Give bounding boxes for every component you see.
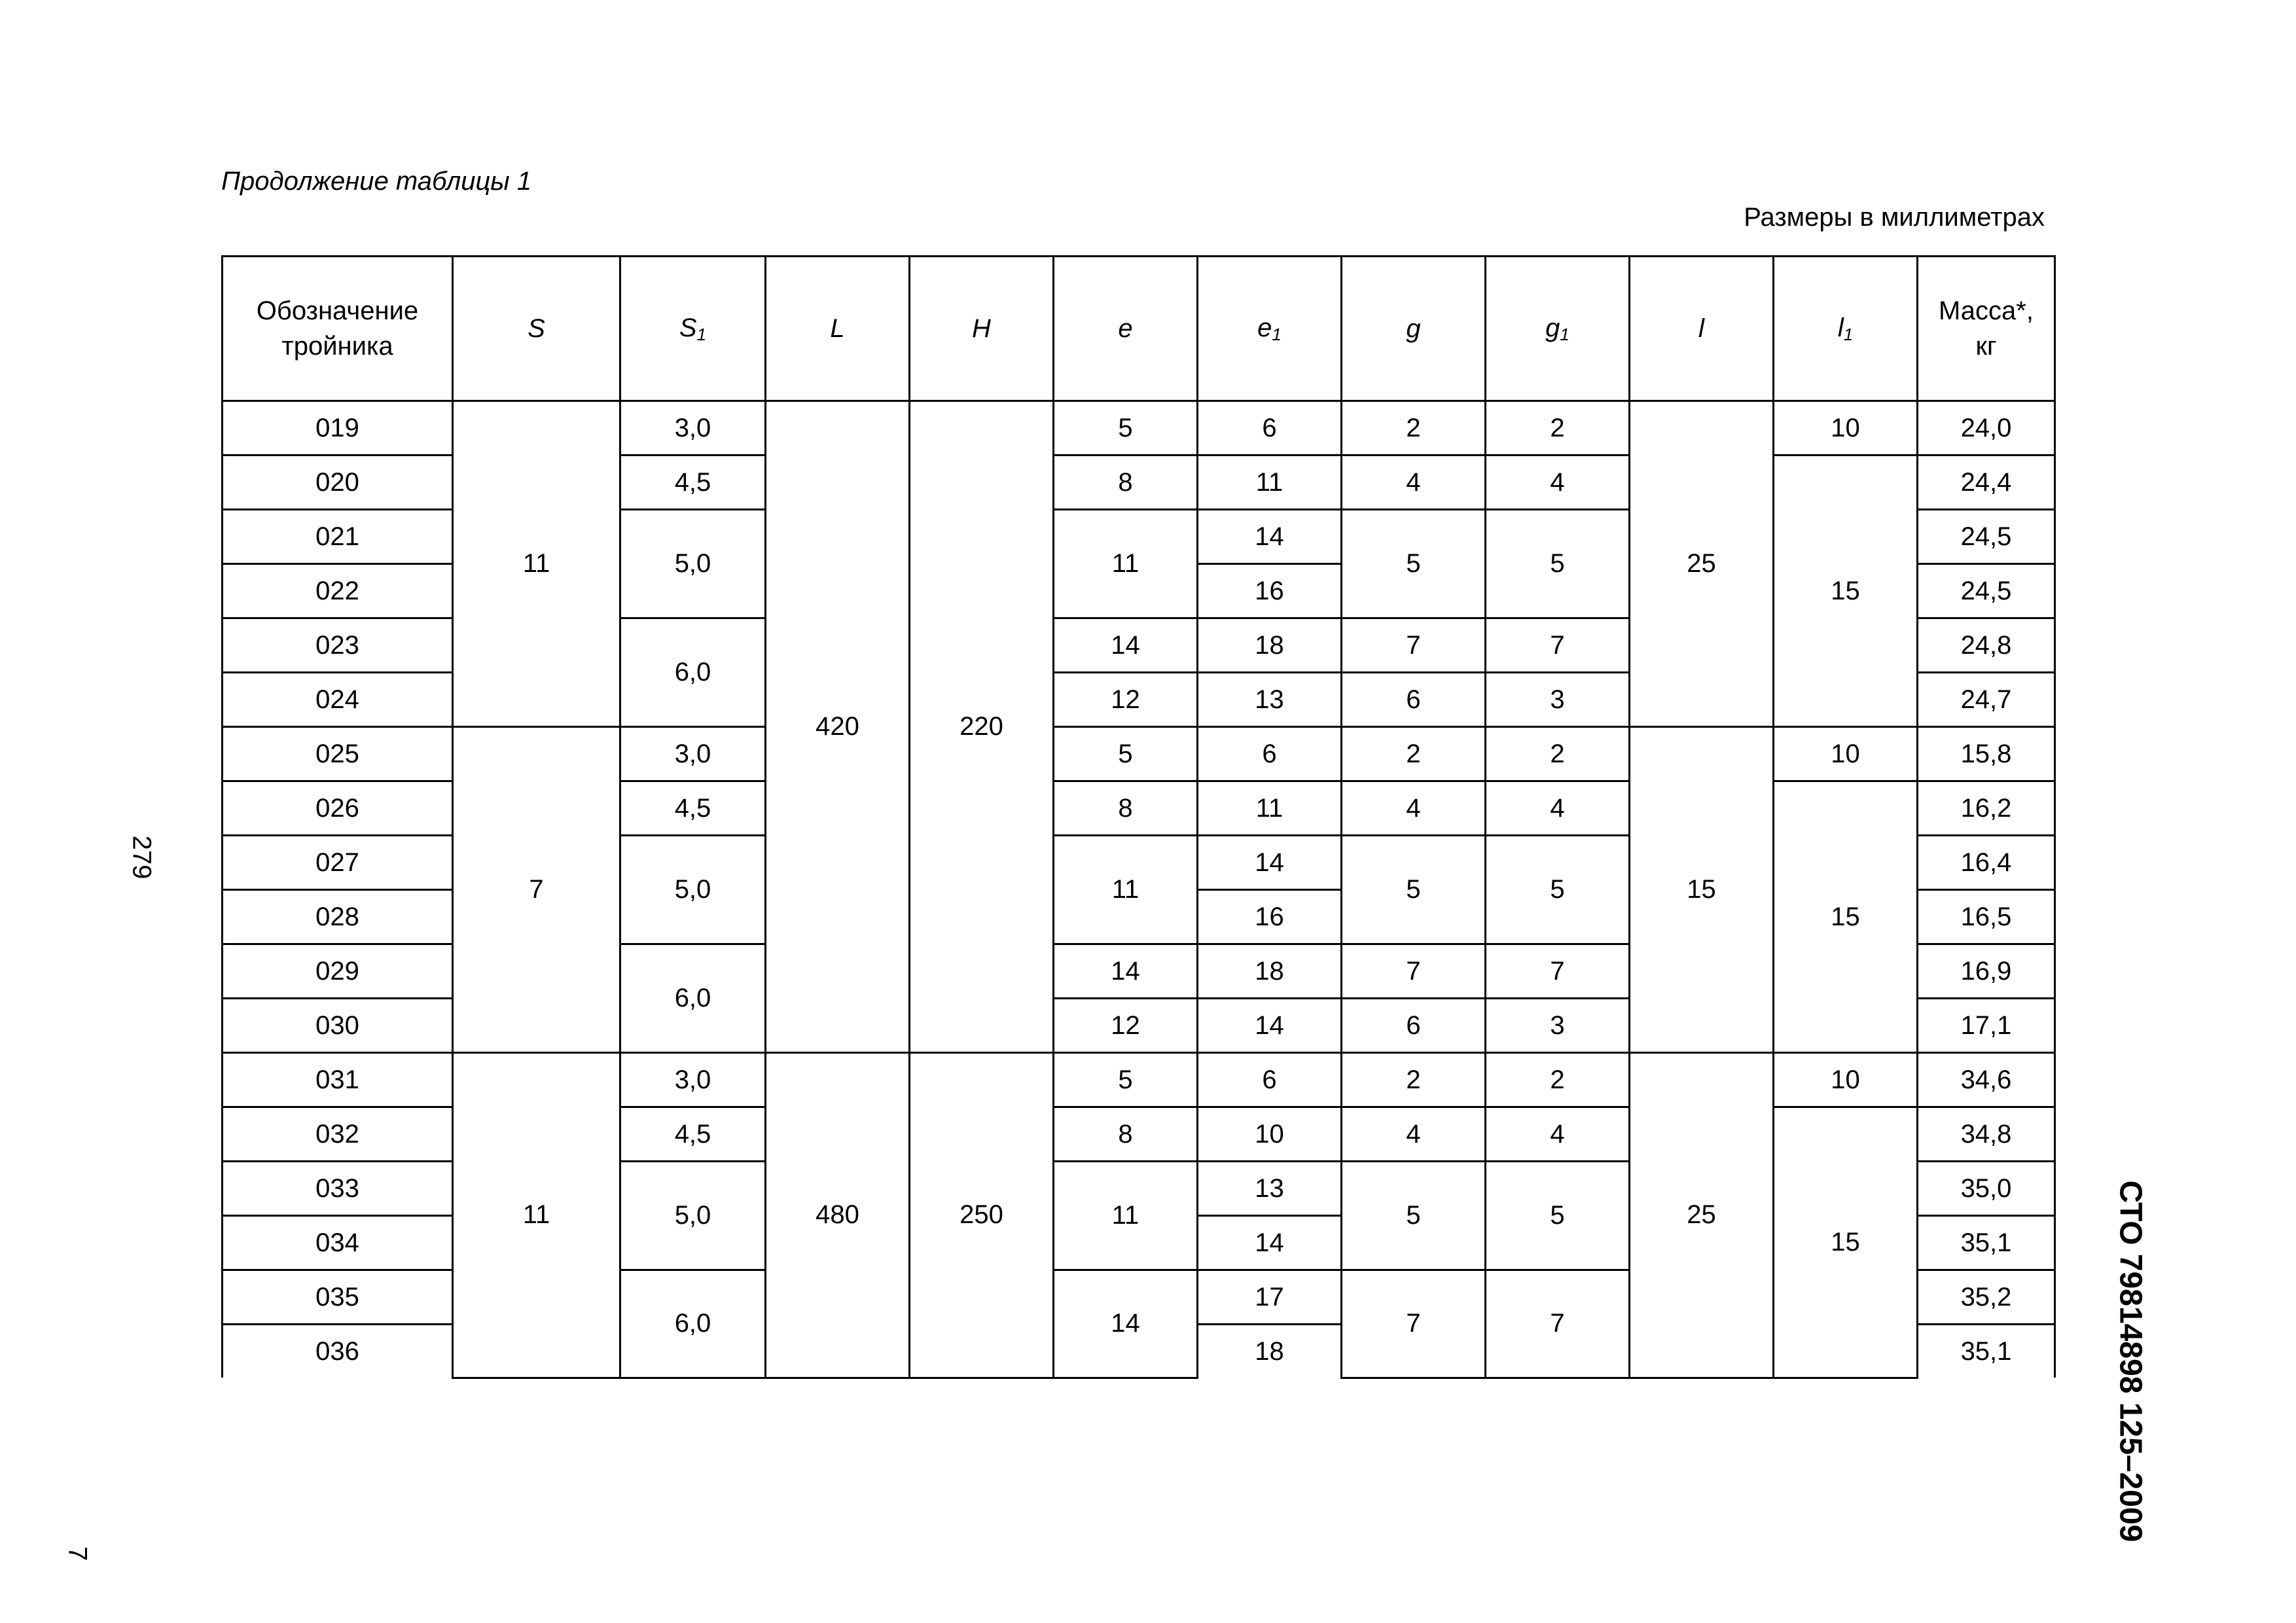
cell-mass: 24,0 [1918, 401, 2055, 455]
cell-designation: 020 [223, 455, 453, 510]
cell-g1: 5 [1486, 510, 1630, 618]
cell-e1: 6 [1198, 401, 1342, 455]
cell-s1: 4,5 [620, 781, 766, 836]
cell-mass: 24,5 [1918, 564, 2055, 618]
cell-s1: 5,0 [620, 510, 766, 618]
cell-designation: 029 [223, 944, 453, 999]
cell-g: 7 [1342, 618, 1486, 673]
cell-l1: 15 [1774, 1107, 1918, 1378]
cell-l1: 15 [1774, 455, 1918, 727]
cell-g1: 2 [1486, 401, 1630, 455]
cell-s1: 4,5 [620, 455, 766, 510]
cell-s: 7 [453, 727, 620, 1053]
table-row [223, 727, 2055, 781]
cell-h: 250 [910, 1053, 1054, 1378]
cell-mass: 24,7 [1918, 673, 2055, 727]
cell-g1: 3 [1486, 673, 1630, 727]
cell-e1: 11 [1198, 455, 1342, 510]
cell-e1: 6 [1198, 727, 1342, 781]
cell-e1: 14 [1198, 510, 1342, 564]
cell-l: 15 [1630, 727, 1774, 1053]
side-page-number: 279 [127, 835, 156, 880]
cell-g1: 7 [1486, 618, 1630, 673]
cell-g: 5 [1342, 836, 1486, 944]
cell-e1: 14 [1198, 836, 1342, 890]
header-l1: $l_1$ [1774, 257, 1918, 401]
cell-designation: 031 [223, 1053, 453, 1107]
cell-g1: 2 [1486, 727, 1630, 781]
cell-mass: 35,1 [1918, 1216, 2055, 1270]
cell-mass: 35,2 [1918, 1270, 2055, 1325]
table-row [223, 1053, 2055, 1107]
cell-designation: 030 [223, 999, 453, 1053]
cell-l: 25 [1630, 401, 1774, 727]
header-g1: $g_1$ [1486, 257, 1630, 401]
cell-s1: 6,0 [620, 1270, 766, 1378]
cell-mass: 17,1 [1918, 999, 2055, 1053]
cell-g: 2 [1342, 727, 1486, 781]
cell-g1: 5 [1486, 1162, 1630, 1270]
units-note: Размеры в миллиметрах [1744, 203, 2045, 232]
cell-g1: 7 [1486, 944, 1630, 999]
cell-e1: 13 [1198, 1162, 1342, 1216]
cell-mass: 35,0 [1918, 1162, 2055, 1216]
cell-e: 12 [1054, 999, 1198, 1053]
cell-e: 14 [1054, 944, 1198, 999]
cell-designation: 027 [223, 836, 453, 890]
header-l: l [1630, 257, 1774, 401]
cell-designation: 022 [223, 564, 453, 618]
cell-e1: 14 [1198, 1216, 1342, 1270]
cell-designation: 023 [223, 618, 453, 673]
cell-e: 8 [1054, 1107, 1198, 1162]
cell-g: 5 [1342, 510, 1486, 618]
cell-e1: 18 [1198, 1325, 1342, 1378]
dimensions-table [221, 255, 2056, 1379]
cell-e: 14 [1054, 1270, 1198, 1378]
cell-g1: 3 [1486, 999, 1630, 1053]
cell-s1: 3,0 [620, 727, 766, 781]
cell-e: 12 [1054, 673, 1198, 727]
cell-e: 8 [1054, 781, 1198, 836]
cell-g: 4 [1342, 781, 1486, 836]
header-s1: $S_1$ [620, 257, 766, 401]
cell-e: 8 [1054, 455, 1198, 510]
cell-g1: 4 [1486, 781, 1630, 836]
cell-e1: 18 [1198, 944, 1342, 999]
header-mass: Масса*, кг [1918, 257, 2055, 401]
cell-designation: 019 [223, 401, 453, 455]
cell-l1: 10 [1774, 727, 1918, 781]
cell-l1: 10 [1774, 1053, 1918, 1107]
table-header-row [223, 257, 2055, 401]
cell-s: 11 [453, 401, 620, 727]
cell-s1: 5,0 [620, 836, 766, 944]
cell-mass: 24,8 [1918, 618, 2055, 673]
header-e1: $e_1$ [1198, 257, 1342, 401]
cell-designation: 025 [223, 727, 453, 781]
cell-designation: 026 [223, 781, 453, 836]
header-designation: Обозначение тройника [223, 257, 453, 401]
cell-e: 11 [1054, 510, 1198, 618]
cell-s1: 6,0 [620, 944, 766, 1053]
cell-s1: 6,0 [620, 618, 766, 727]
cell-h: 220 [910, 401, 1054, 1053]
cell-g1: 4 [1486, 455, 1630, 510]
cell-e1: 16 [1198, 890, 1342, 944]
cell-designation: 035 [223, 1270, 453, 1325]
cell-g: 4 [1342, 455, 1486, 510]
cell-e1: 11 [1198, 781, 1342, 836]
cell-designation: 032 [223, 1107, 453, 1162]
cell-mass: 24,5 [1918, 510, 2055, 564]
cell-e: 5 [1054, 1053, 1198, 1107]
cell-designation: 021 [223, 510, 453, 564]
cell-e1: 18 [1198, 618, 1342, 673]
cell-e: 11 [1054, 836, 1198, 944]
cell-g1: 2 [1486, 1053, 1630, 1107]
header-g: g [1342, 257, 1486, 401]
cell-e1: 14 [1198, 999, 1342, 1053]
table-row [223, 401, 2055, 455]
cell-mass: 15,8 [1918, 727, 2055, 781]
cell-l1: 10 [1774, 401, 1918, 455]
cell-g1: 5 [1486, 836, 1630, 944]
cell-e1: 6 [1198, 1053, 1342, 1107]
cell-l: 25 [1630, 1053, 1774, 1378]
header-s: S [453, 257, 620, 401]
cell-l1: 15 [1774, 781, 1918, 1053]
cell-g1: 4 [1486, 1107, 1630, 1162]
cell-s: 11 [453, 1053, 620, 1378]
cell-g1: 7 [1486, 1270, 1630, 1378]
cell-s1: 3,0 [620, 401, 766, 455]
cell-mass: 34,6 [1918, 1053, 2055, 1107]
cell-g: 6 [1342, 673, 1486, 727]
cell-mass: 24,4 [1918, 455, 2055, 510]
cell-e: 14 [1054, 618, 1198, 673]
cell-g: 2 [1342, 401, 1486, 455]
cell-s1: 3,0 [620, 1053, 766, 1107]
cell-e1: 17 [1198, 1270, 1342, 1325]
cell-designation: 028 [223, 890, 453, 944]
cell-mass: 16,4 [1918, 836, 2055, 890]
side-standard-code: СТО 79814898 125–2009 [2113, 1180, 2148, 1543]
cell-l-length: 420 [766, 401, 910, 1053]
cell-mass: 16,2 [1918, 781, 2055, 836]
cell-e: 5 [1054, 401, 1198, 455]
cell-g: 5 [1342, 1162, 1486, 1270]
cell-g: 4 [1342, 1107, 1486, 1162]
cell-designation: 034 [223, 1216, 453, 1270]
cell-e: 5 [1054, 727, 1198, 781]
cell-e: 11 [1054, 1162, 1198, 1270]
header-e: e [1054, 257, 1198, 401]
cell-mass: 16,5 [1918, 890, 2055, 944]
cell-e1: 13 [1198, 673, 1342, 727]
cell-g: 6 [1342, 999, 1486, 1053]
cell-e1: 10 [1198, 1107, 1342, 1162]
cell-mass: 35,1 [1918, 1325, 2055, 1378]
cell-designation: 024 [223, 673, 453, 727]
cell-g: 7 [1342, 1270, 1486, 1378]
cell-l-length: 480 [766, 1053, 910, 1378]
cell-mass: 34,8 [1918, 1107, 2055, 1162]
cell-mass: 16,9 [1918, 944, 2055, 999]
cell-s1: 4,5 [620, 1107, 766, 1162]
cell-s1: 5,0 [620, 1162, 766, 1270]
table-caption: Продолжение таблицы 1 [221, 167, 532, 196]
header-h: H [910, 257, 1054, 401]
cell-designation: 033 [223, 1162, 453, 1216]
cell-e1: 16 [1198, 564, 1342, 618]
cell-g: 7 [1342, 944, 1486, 999]
cell-designation: 036 [223, 1325, 453, 1378]
header-l-length: L [766, 257, 910, 401]
cell-g: 2 [1342, 1053, 1486, 1107]
side-page-small: 7 [63, 1546, 92, 1561]
